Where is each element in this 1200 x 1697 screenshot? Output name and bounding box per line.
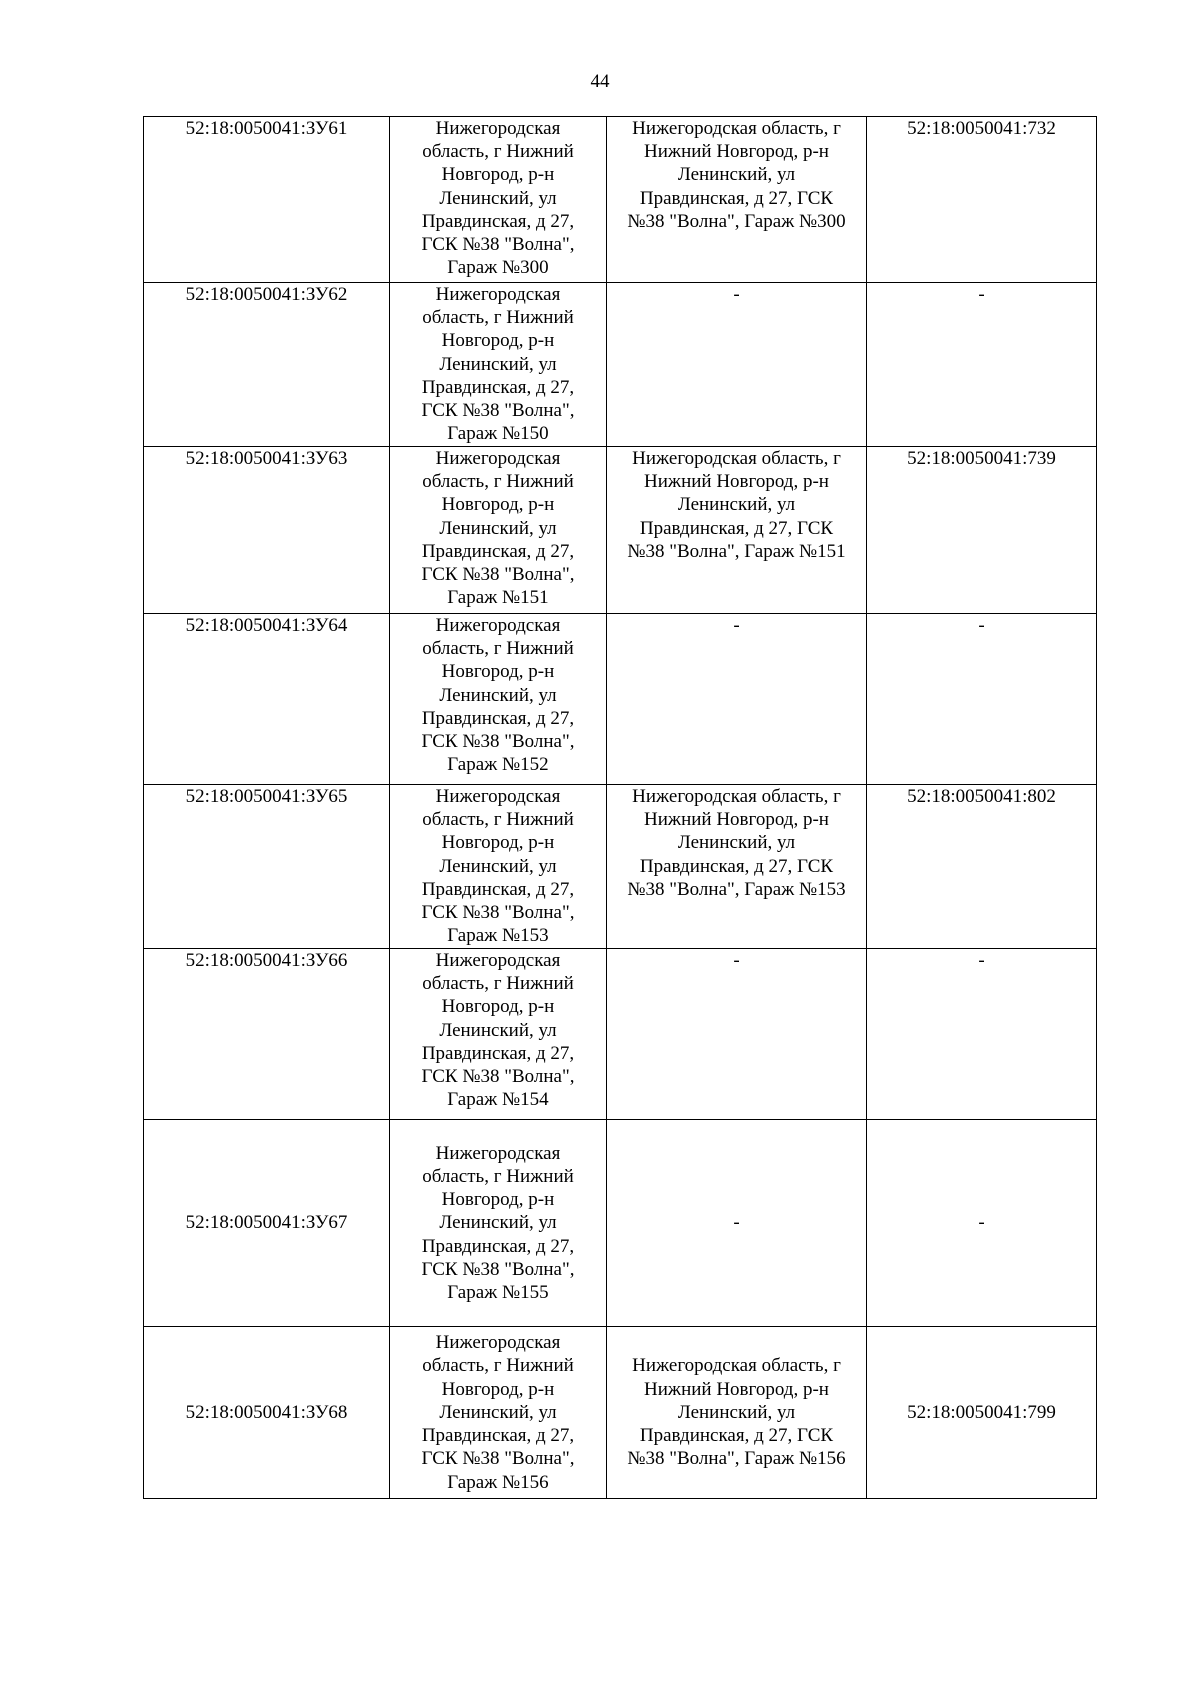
plot-number: 52:18:0050041:ЗУ63 bbox=[185, 448, 348, 469]
land-address-cell bbox=[390, 785, 607, 949]
cadastral-number-cell bbox=[867, 117, 1097, 283]
land-address: Нижегородская область, г Нижний Новгород, р-н Ленинский, ул Правдинская, д 27, ГСК №38 "Волна", Гараж №151 bbox=[421, 448, 575, 609]
object-address-cell bbox=[607, 117, 867, 283]
cadastral-number: 52:18:0050041:739 bbox=[907, 448, 1056, 469]
cadastral-number: 52:18:0050041:799 bbox=[907, 1401, 1056, 1423]
cadastral-number-cell bbox=[867, 1120, 1097, 1327]
plot-number-cell bbox=[144, 117, 390, 283]
object-address-cell bbox=[607, 1120, 867, 1327]
object-address: Нижегородская область, г Нижний Новгород, р-н Ленинский, ул Правдинская, д 27, ГСК №38 "Волна", Гараж №300 bbox=[627, 118, 846, 232]
page-number: 44 bbox=[590, 71, 610, 92]
plot-number-cell bbox=[144, 1327, 390, 1499]
table-row bbox=[144, 785, 1097, 949]
land-address: Нижегородская область, г Нижний Новгород, р-н Ленинский, ул Правдинская, д 27, ГСК №38 "Волна", Гараж №155 bbox=[421, 1142, 575, 1303]
plot-number-cell bbox=[144, 283, 390, 447]
land-address-cell bbox=[390, 949, 607, 1120]
cadastral-number-cell bbox=[867, 447, 1097, 614]
object-address-cell bbox=[607, 283, 867, 447]
plot-number-cell bbox=[144, 785, 390, 949]
land-address: Нижегородская область, г Нижний Новгород, р-н Ленинский, ул Правдинская, д 27, ГСК №38 "Волна", Гараж №153 bbox=[421, 786, 575, 947]
cadastral-number-cell bbox=[867, 614, 1097, 785]
object-address: - bbox=[733, 950, 740, 971]
table-row bbox=[144, 117, 1097, 283]
land-plots-table bbox=[143, 116, 1097, 1499]
plot-number-cell bbox=[144, 447, 390, 614]
land-address-cell bbox=[390, 614, 607, 785]
land-address: Нижегородская область, г Нижний Новгород, р-н Ленинский, ул Правдинская, д 27, ГСК №38 "Волна", Гараж №156 bbox=[421, 1332, 575, 1493]
table-row bbox=[144, 949, 1097, 1120]
cadastral-number: - bbox=[978, 950, 985, 971]
plot-number: 52:18:0050041:ЗУ62 bbox=[185, 284, 348, 305]
table-row bbox=[144, 283, 1097, 447]
land-address-cell bbox=[390, 1327, 607, 1499]
object-address-cell bbox=[607, 614, 867, 785]
object-address: Нижегородская область, г Нижний Новгород, р-н Ленинский, ул Правдинская, д 27, ГСК №38 "Волна", Гараж №151 bbox=[627, 448, 846, 562]
plot-number: 52:18:0050041:ЗУ68 bbox=[185, 1401, 348, 1423]
plot-number-cell bbox=[144, 614, 390, 785]
cadastral-number: 52:18:0050041:802 bbox=[907, 786, 1056, 807]
land-address: Нижегородская область, г Нижний Новгород, р-н Ленинский, ул Правдинская, д 27, ГСК №38 "Волна", Гараж №152 bbox=[421, 615, 575, 776]
plot-number-cell bbox=[144, 1120, 390, 1327]
table-row bbox=[144, 1327, 1097, 1499]
plot-number: 52:18:0050041:ЗУ66 bbox=[185, 950, 348, 971]
land-address-cell bbox=[390, 117, 607, 283]
plot-number-cell bbox=[144, 949, 390, 1120]
cadastral-number: - bbox=[978, 1212, 985, 1234]
cadastral-number-cell bbox=[867, 785, 1097, 949]
cadastral-number: - bbox=[978, 615, 985, 636]
object-address: - bbox=[733, 615, 740, 636]
land-address-cell bbox=[390, 1120, 607, 1327]
cadastral-number: 52:18:0050041:732 bbox=[907, 118, 1056, 139]
object-address: - bbox=[733, 1212, 740, 1234]
land-address-cell bbox=[390, 447, 607, 614]
table-row bbox=[144, 614, 1097, 785]
object-address-cell bbox=[607, 1327, 867, 1499]
object-address: Нижегородская область, г Нижний Новгород, р-н Ленинский, ул Правдинская, д 27, ГСК №38 "Волна", Гараж №156 bbox=[627, 1355, 846, 1470]
cadastral-number-cell bbox=[867, 949, 1097, 1120]
object-address: - bbox=[733, 284, 740, 305]
object-address-cell bbox=[607, 447, 867, 614]
cadastral-number-cell bbox=[867, 1327, 1097, 1499]
plot-number: 52:18:0050041:ЗУ65 bbox=[185, 786, 348, 807]
plot-number: 52:18:0050041:ЗУ61 bbox=[185, 118, 348, 139]
table-row bbox=[144, 1120, 1097, 1327]
land-address: Нижегородская область, г Нижний Новгород, р-н Ленинский, ул Правдинская, д 27, ГСК №38 "Волна", Гараж №300 bbox=[421, 118, 575, 279]
land-address-cell bbox=[390, 283, 607, 447]
land-address: Нижегородская область, г Нижний Новгород, р-н Ленинский, ул Правдинская, д 27, ГСК №38 "Волна", Гараж №154 bbox=[421, 950, 575, 1111]
plot-number: 52:18:0050041:ЗУ64 bbox=[185, 615, 348, 636]
cadastral-number: - bbox=[978, 284, 985, 305]
land-address: Нижегородская область, г Нижний Новгород, р-н Ленинский, ул Правдинская, д 27, ГСК №38 "Волна", Гараж №150 bbox=[421, 284, 575, 445]
table-row bbox=[144, 447, 1097, 614]
cadastral-number-cell bbox=[867, 283, 1097, 447]
object-address-cell bbox=[607, 949, 867, 1120]
object-address-cell bbox=[607, 785, 867, 949]
plot-number: 52:18:0050041:ЗУ67 bbox=[185, 1212, 348, 1234]
object-address: Нижегородская область, г Нижний Новгород, р-н Ленинский, ул Правдинская, д 27, ГСК №38 "Волна", Гараж №153 bbox=[627, 786, 846, 900]
